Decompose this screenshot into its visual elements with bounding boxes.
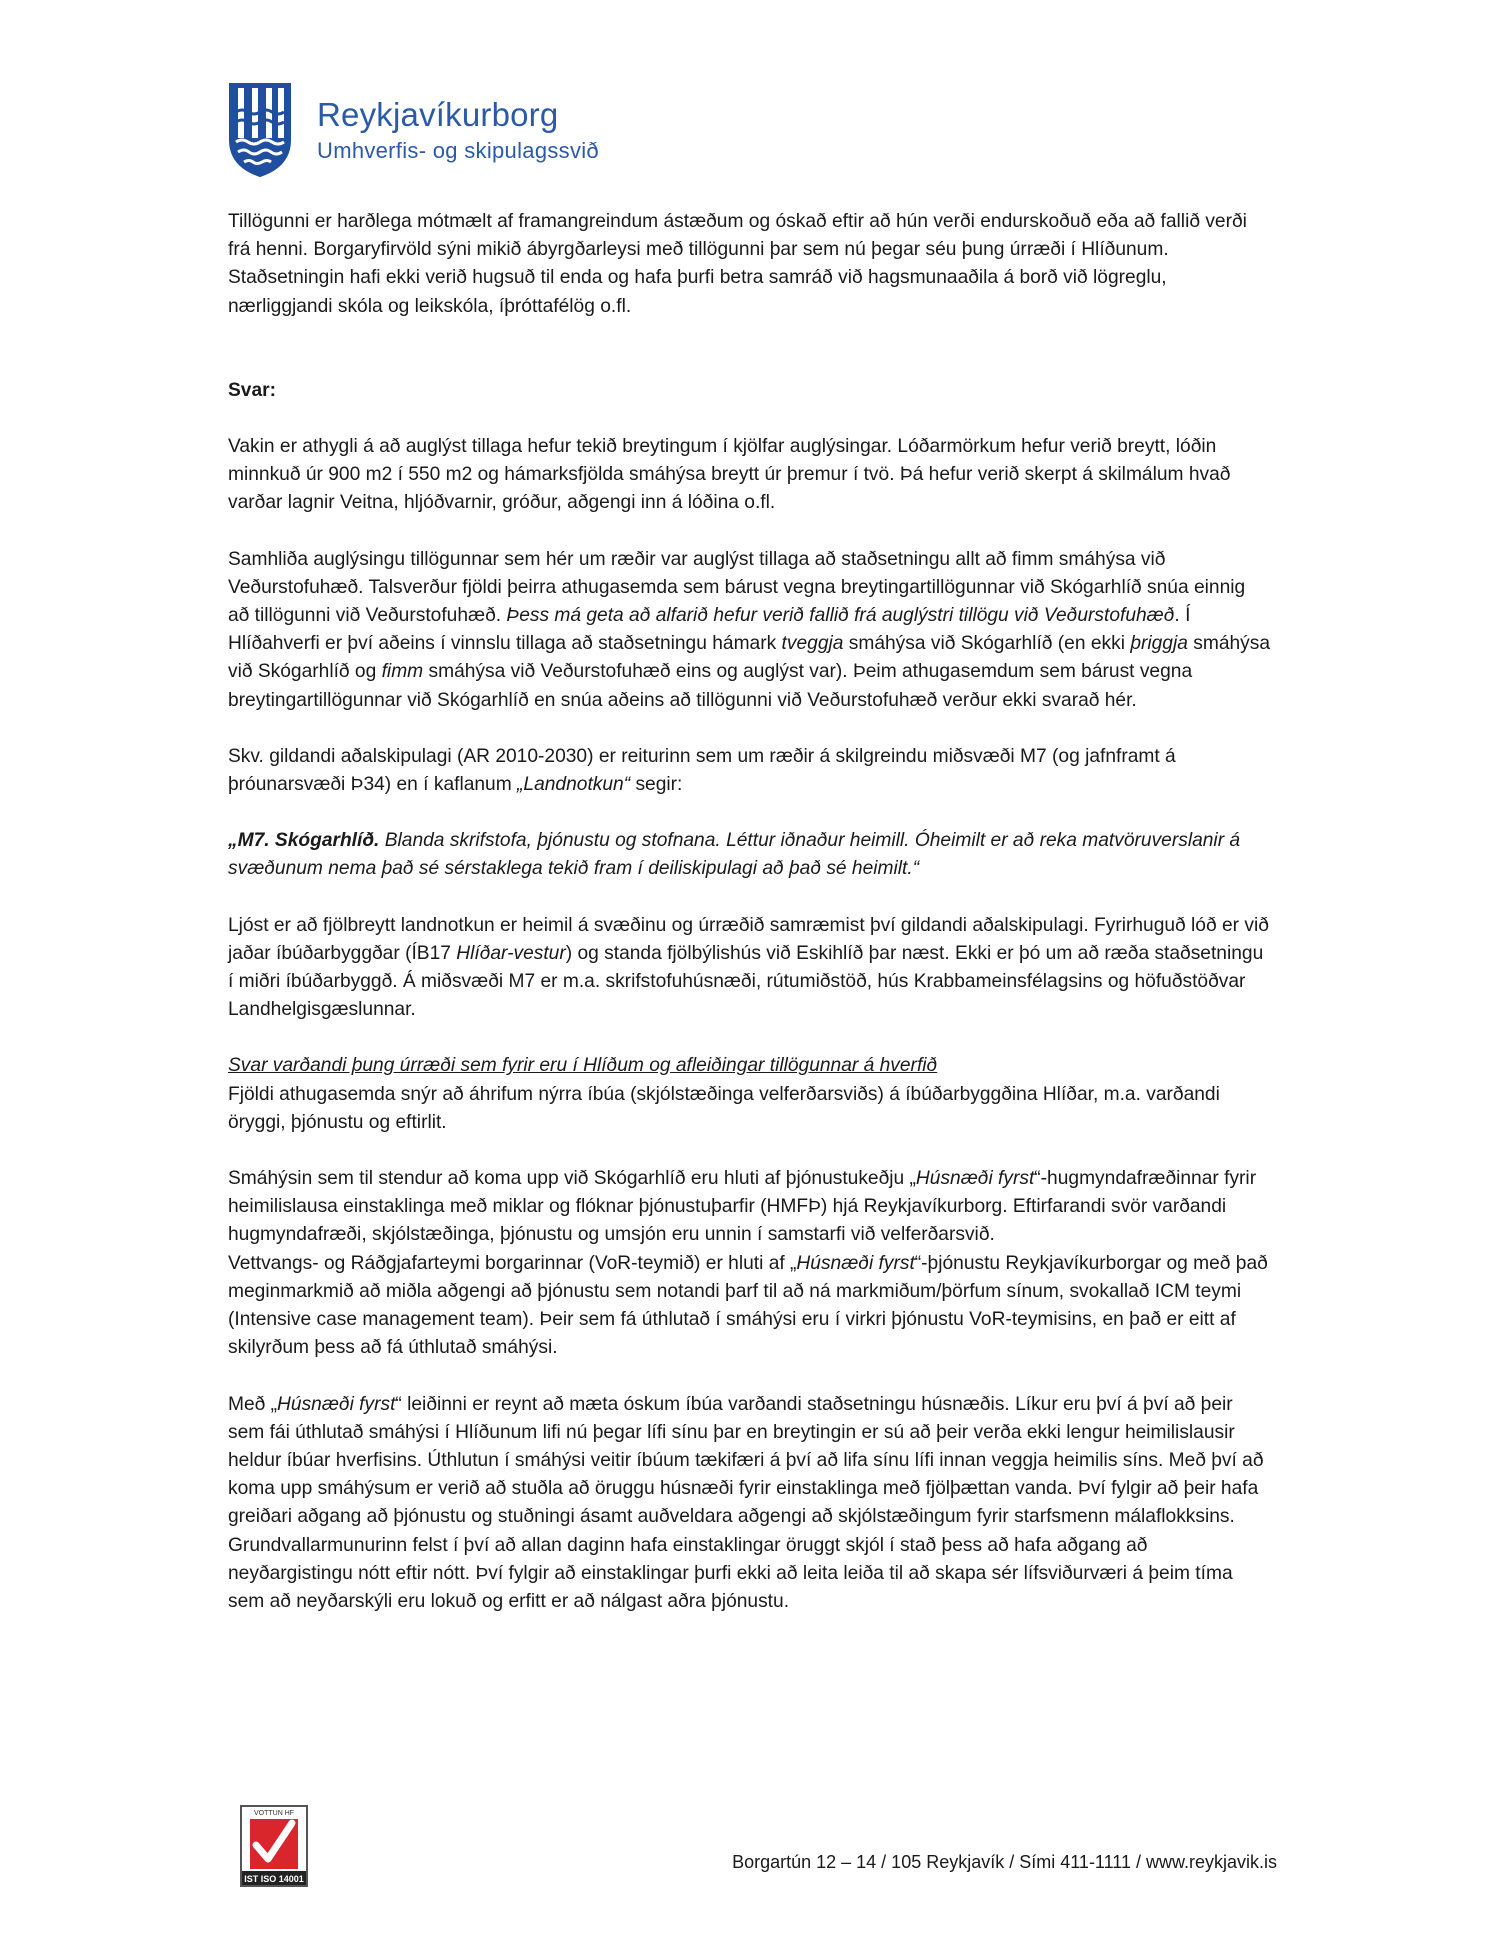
text-span: . Í Hlíðahverfi er því aðeins í vinnslu tillaga að staðsetningu hámark (228, 605, 1191, 655)
paragraph-changes: Vakin er athygli á að auglýst tillaga hefur tekið breytingum í kjölfar auglýsingar. Lóðarmörkum hefur verið breytt, lóðin minnkuð úr 900 m2 í 550 m2 og hámarksfjölda smáhýsa breytt úr þremur í tvö. Þá hefur verið skerpt á skilmálum hvað varðar lagnir Veitna, hljóðvarnir, gróður, aðgengi inn á lóðina o.fl. (228, 436, 1231, 514)
cert-bottom-text: IST ISO 14001 (244, 1874, 304, 1884)
text-span: smáhýsa við Skógarhlíð og (228, 633, 1271, 683)
italic-span: Hlíðar-vestur (456, 942, 566, 964)
text-span: Ljóst er að fjölbreytt landnotkun er heimil á svæðinu og úrræðið samræmist því gildandi aðalskipulagi. Fyrirhuguð lóð er við jaðar íbúðarbyggðar (ÍB17 (228, 914, 1269, 964)
subheading: Svar varðandi þung úrræði sem fyrir eru í Hlíðum og afleiðingar tillögunnar á hverfið (228, 1055, 938, 1077)
text-span: Samhliða auglýsingu tillögunnar sem hér um ræðir var auglýst tillaga að staðsetningu allt að fimm smáhýsa við Veðurstofuhæð. Talsverður fjöldi þeirra athugasemda sem bárust vegna breytingartillögunnar við Skógarhlíð snúa einnig að tillögunni við Veðurstofuhæð. (228, 548, 1246, 627)
text-span: Smáhýsin sem til stendur að koma upp við Skógarhlíð eru hluti af þjónustukeðju „ (228, 1168, 916, 1190)
document-body (228, 208, 1271, 1644)
italic-span: þriggja (1130, 633, 1188, 655)
paragraph-vor-teymid (228, 1250, 1271, 1363)
department-name: Umhverfis- og skipulagssvið (317, 138, 599, 163)
text-span: “-hugmyndafræðinnar fyrir heimilislausa einstaklinga með miklar og flóknar þjónustuþarfir (HMFÞ) hjá Reykjavíkurborg. Eftirfarandi svör varðandi hugmyndafræði, skjólstæðinga, þjónustu og umsjón eru unnin í samstarfi við velferðarsvið. (228, 1168, 1257, 1246)
cert-top-text: VOTTUN HF (253, 1810, 295, 1817)
text-span: segir: (630, 774, 683, 796)
italic-span: Þess má geta að alfarið hefur verið fallið frá auglýstri tillögu við Veðurstofuhæð (506, 605, 1175, 627)
svar-heading (228, 377, 1271, 405)
paragraph-objection-summary: Tillögunni er harðlega mótmælt af framangreindum ástæðum og óskað eftir að hún verði endurskoðuð eða að fallið verði frá henni. Borgaryfirvöld sýni mikið ábyrgðarleysi með tillögunni þar sem nú þegar séu þung úrræði í Hlíðunum. Staðsetningin hafi ekki verið hugsuð til enda og hafa þurfi betra samráð við hagsmunaaðila á borð við lögreglu, nærliggjandi skóla og leikskóla, íþróttafélög o.fl. (228, 211, 1247, 317)
reykjavik-crest-icon (228, 82, 292, 178)
text-span: ) og standa fjölbýlishús við Eskihlíð þar næst. Ekki er þó um að ræða staðsetningu í miðri íbúðarbyggð. Á miðsvæði M7 er m.a. skrifstofuhúsnæði, rútumiðstöð, hús Krabbameinsfélagsins og höfuðstöðvar Landhelgisgæslunnar. (228, 942, 1264, 1021)
italic-span: fimm (381, 661, 424, 683)
italic-span: Húsnæði fyrst (796, 1252, 915, 1274)
text-span: smáhýsa við Skógarhlíð (en ekki (843, 633, 1131, 655)
text-span: “-þjónustu Reykjavíkurborgar og með það meginmarkmið að miðla aðgengi að þjónustu sem notandi þarf til að ná markmiðum/þörfum sínum, svokallað ICM teymi (Intensive case management team). Þeir sem fá úthlutað í smáhýsi eru í virkri þjónustu VoR-teymisins, en það er eitt af skilyrðum þess að fá úthlutað smáhýsi. (228, 1252, 1268, 1359)
italic-span: Húsnæði fyrst (277, 1393, 396, 1415)
paragraph-adalskipulag (228, 743, 1271, 799)
section-hlidar (228, 1052, 1271, 1137)
checkmark-certification-icon (240, 1805, 308, 1887)
quote-bold: „M7. Skógarhlíð. (228, 830, 380, 852)
quote-m7 (228, 827, 1271, 883)
paragraph-landnotkun (228, 912, 1271, 1025)
org-name: Reykjavíkurborg (317, 96, 559, 133)
quote-text: Blanda skrifstofa, þjónustu og stofnana. Léttur iðnaður heimill. Óheimilt er að reka matvöruverslanir á svæðunum nema það sé sérstaklega tekið fram í deiliskipulagi að það sé heimilt.“ (228, 830, 1241, 880)
paragraph-husnaedi-fyrst (228, 1165, 1271, 1250)
text-span: “ leiðinni er reynt að mæta óskum íbúa varðandi staðsetningu húsnæðis. Líkur eru því á því að þeir sem fái úthlutað smáhýsi í Hlíðunum lifi nú þegar lífi sínu þar en breytingin er sú að þeir verða ekki lengur heimilislausir heldur íbúar hverfisins. Úthlutun í smáhýsi veitir íbúum tækifæri á því að lifa sínu lífi innan veggja heimilis síns. Með því að koma upp smáhýsum er verið að stuðla að öruggu húsnæði fyrir einstaklinga með fjölþættan vanda. Því fylgir að þeir hafa greiðari aðgang að þjónustu og stuðningi ásamt auðveldara aðgengi að skjólstæðingum fyrir starfsmenn málaflokksins. Grundvallarmunurinn felst í því að allan daginn hafa einstaklingar öruggt skjól í stað þess að hafa aðgang að neyðargistingu nótt eftir nótt. Því fylgir að einstaklingar þurfi ekki að leita leiða til að skapa sér lífsviðurværi á þeim tíma sem að neyðarskýli eru lokuð og erfitt er að nálgast aðra þjónustu. (228, 1393, 1264, 1612)
paragraph-vedurstofuhaed (228, 546, 1271, 715)
footer-address: Borgartún 12 – 14 / 105 Reykjavík / Sími 411-1111 / www.reykjavik.is (732, 1852, 1277, 1872)
italic-span: „Landnotkun“ (517, 774, 631, 796)
text-span: Vettvangs- og Ráðgjafarteymi borgarinnar (VoR-teymið) er hluti af „ (228, 1252, 797, 1274)
italic-span: tveggja (781, 633, 844, 655)
svar-label: Svar: (228, 379, 276, 401)
text-span: Skv. gildandi aðalskipulagi (AR 2010-2030) er reiturinn sem um ræðir á skilgreindu miðsvæði M7 (og jafnframt á þróunarsvæði Þ34) en í kaflanum (228, 745, 1176, 796)
text-span: smáhýsa við Veðurstofuhæð eins og auglýst var). Þeim athugasemdum sem bárust vegna breytingartillögunnar við Skógarhlíð en snúa aðeins að tillögunni við Veðurstofuhæð verður ekki svarað hér. (228, 661, 1193, 711)
italic-span: Húsnæði fyrst (915, 1168, 1035, 1190)
paragraph-athugasemdir: Fjöldi athugasemda snýr að áhrifum nýrra íbúa (skjólstæðinga velferðarsviðs) á íbúðarbyggðina Hlíðar, m.a. varðandi öryggi, þjónustu og eftirlit. (228, 1083, 1220, 1133)
text-span: Með „ (228, 1393, 278, 1415)
paragraph-husnaedi-leid (228, 1391, 1271, 1617)
